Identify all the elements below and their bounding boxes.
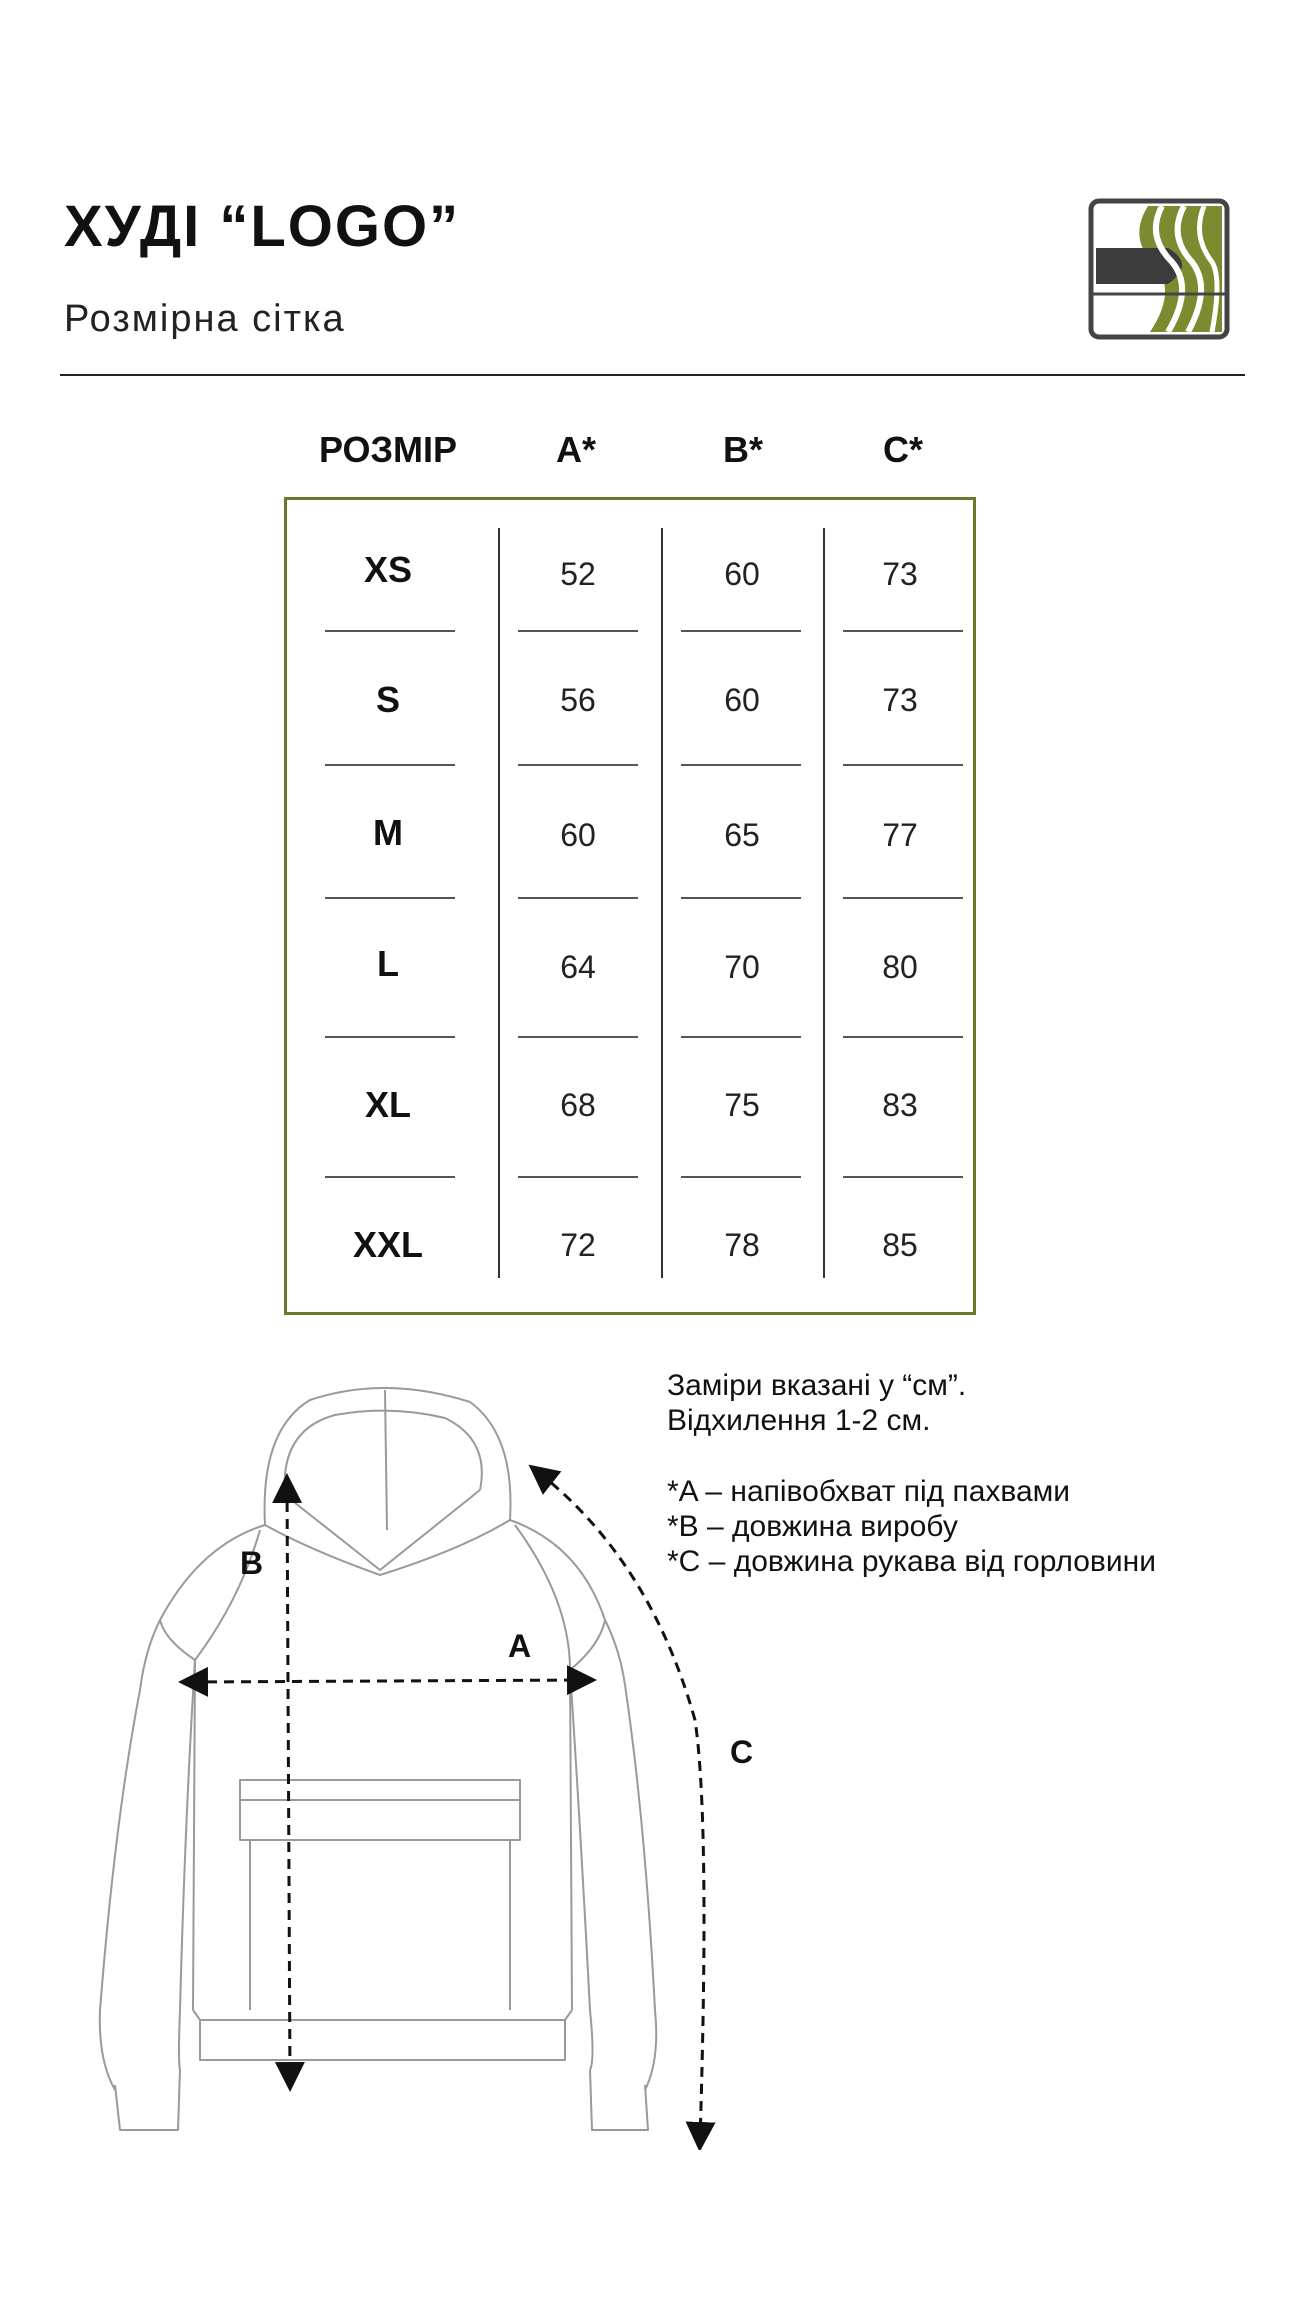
value-b: 75 <box>724 1087 760 1123</box>
column-divider <box>661 528 663 1278</box>
row-divider <box>843 764 963 766</box>
header-size: РОЗМІР <box>318 429 458 470</box>
row-divider <box>325 630 455 632</box>
row-divider <box>843 1176 963 1178</box>
row-divider <box>681 1176 801 1178</box>
value-c: 77 <box>882 817 918 853</box>
value-a: 60 <box>560 817 596 853</box>
row-divider <box>518 1176 638 1178</box>
size-label: XS <box>363 549 413 590</box>
row-divider <box>518 1036 638 1038</box>
value-b: 60 <box>724 556 760 592</box>
value-b: 60 <box>724 682 760 718</box>
row-divider <box>325 1036 455 1038</box>
page-title: ХУДІ “LOGO” <box>64 194 461 259</box>
header-b: B* <box>722 429 764 470</box>
value-b: 65 <box>724 817 760 853</box>
row-divider <box>518 764 638 766</box>
size-table <box>284 497 976 1315</box>
hoodie-diagram <box>60 1370 760 2150</box>
row-divider <box>843 897 963 899</box>
value-a: 52 <box>560 556 596 592</box>
header-c: C* <box>882 429 924 470</box>
value-b: 70 <box>724 949 760 985</box>
note-c: *C – довжина рукава від горловини <box>667 1545 1156 1578</box>
row-divider <box>681 630 801 632</box>
row-divider <box>325 1176 455 1178</box>
value-a: 68 <box>560 1087 596 1123</box>
column-divider <box>823 528 825 1278</box>
row-divider <box>681 1036 801 1038</box>
size-label: S <box>375 679 401 720</box>
size-label: L <box>377 943 399 984</box>
value-c: 85 <box>882 1227 918 1263</box>
value-a: 64 <box>560 949 596 985</box>
row-divider <box>325 897 455 899</box>
size-label: XXL <box>352 1224 424 1265</box>
note-units: Заміри вказані у “см”. <box>667 1369 967 1402</box>
note-a: *A – напівобхват під пахвами <box>667 1475 1071 1508</box>
column-divider <box>498 528 500 1278</box>
row-divider <box>325 764 455 766</box>
header-a: A* <box>555 429 597 470</box>
brand-logo-icon <box>1088 198 1230 340</box>
header-divider <box>60 374 1245 376</box>
value-c: 80 <box>882 949 918 985</box>
note-tolerance: Відхилення 1-2 см. <box>667 1404 931 1437</box>
row-divider <box>681 897 801 899</box>
row-divider <box>843 1036 963 1038</box>
row-divider <box>681 764 801 766</box>
value-a: 72 <box>560 1227 596 1263</box>
measurement-label-a: A <box>508 1628 532 1664</box>
measurement-label-c: C <box>730 1734 754 1770</box>
value-c: 83 <box>882 1087 918 1123</box>
row-divider <box>518 630 638 632</box>
row-divider <box>843 630 963 632</box>
measurement-label-b: B <box>240 1545 264 1581</box>
value-b: 78 <box>724 1227 760 1263</box>
row-divider <box>518 897 638 899</box>
value-a: 56 <box>560 682 596 718</box>
table-header <box>288 420 978 480</box>
value-c: 73 <box>882 682 918 718</box>
page-subtitle: Розмірна сітка <box>64 298 346 340</box>
measurement-notes <box>667 1368 1287 1579</box>
value-c: 73 <box>882 556 918 592</box>
size-label: XL <box>364 1084 412 1125</box>
note-b: *B – довжина виробу <box>667 1510 958 1543</box>
size-label: M <box>373 812 403 853</box>
